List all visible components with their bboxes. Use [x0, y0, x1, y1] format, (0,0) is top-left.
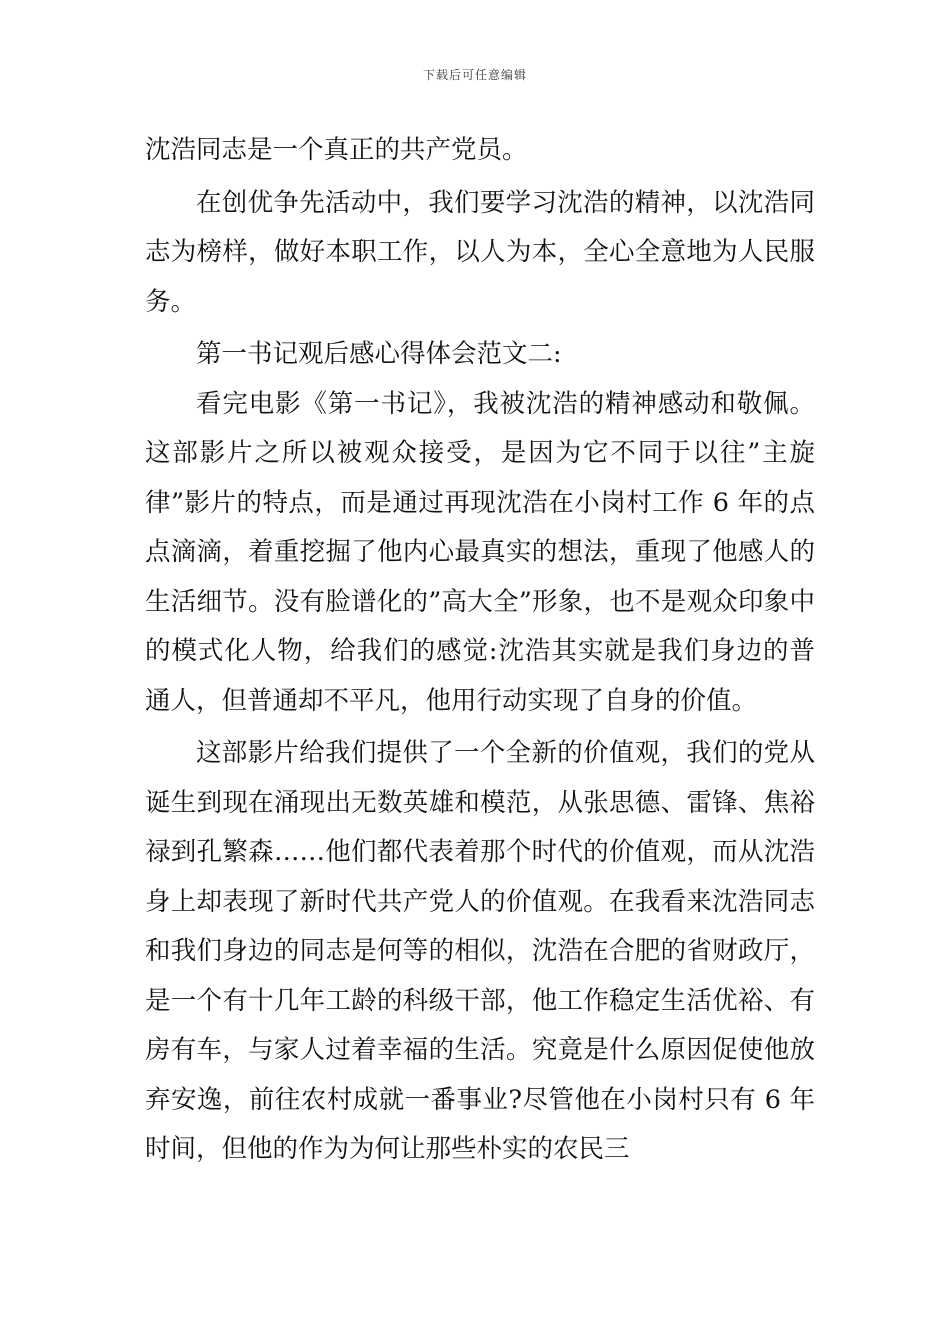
paragraph-study-shen-hao: 在创优争先活动中，我们要学习沈浩的精神，以沈浩同志为榜样，做好本职工作，以人为本，全心全意地为人民服务。: [145, 187, 815, 317]
document-body: [145, 126, 815, 1175]
paragraph-values: 这部影片给我们提供了一个全新的价值观，我们的党从诞生到现在涌现出无数英雄和模范，从张思德、雷锋、焦裕禄到孔繁森……他们都代表着那个时代的价值观，而从沈浩身上却表现了新时代共产党人的价值观。在我看来沈浩同志和我们身边的同志是何等的相似，沈浩在合肥的省财政厅，是一个有十几年工龄的科级干部，他工作稳定生活优裕、有房有车，与家人过着幸福的生活。究竟是什么原因促使他放弃安逸，前往农村成就一番事业?尽管他在小岗村只有 6 年时间，但他的作为为何让那些朴实的农民三: [145, 738, 815, 1164]
section-heading-sample-two: 第一书记观后感心得体会范文二:: [196, 339, 562, 369]
header-note: 下载后可任意编辑: [422, 68, 527, 82]
paragraph-movie-impression: 看完电影《第一书记》，我被沈浩的精神感动和敬佩。这部影片之所以被观众接受，是因为它不同于以往”主旋律”影片的特点，而是通过再现沈浩在小岗村工作 6 年的点点滴滴，着重挖掘了他内心最真实的想法，重现了他感人的生活细节。没有脸谱化的”高大全”形象，也不是观众印象中的模式化人物，给我们的感觉:沈浩其实就是我们身边的普通人，但普通却不平凡，他用行动实现了自身的价值。: [145, 388, 815, 716]
paragraph-continuation: 沈浩同志是一个真正的共产党员。: [145, 135, 528, 165]
